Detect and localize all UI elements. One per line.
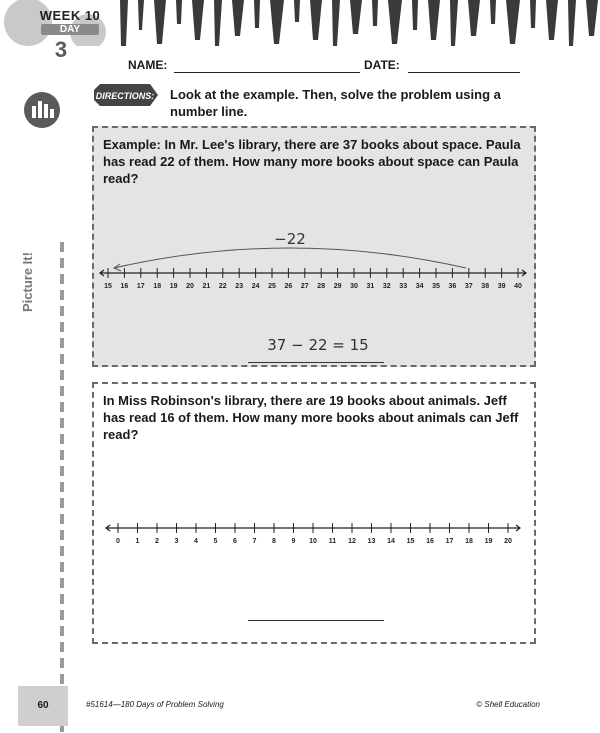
name-date-row [128,58,528,76]
problem-text: In Miss Robinson's library, there are 19 books about animals. Jeff has read 16 of them. How many more books about animals can Jeff read? [103,393,519,442]
directions-tag [94,84,158,106]
page-number: 60 [18,686,68,726]
tick-label: 11 [328,538,337,545]
tick-label: 34 [415,283,424,290]
name-field[interactable] [174,72,360,73]
tick-label: 19 [169,283,178,290]
tick-label: 38 [481,283,490,290]
tick-label: 39 [497,283,506,290]
jump-arc [114,248,466,268]
directions-tag-text: DIRECTIONS: [95,91,155,101]
tick-label: 30 [350,283,358,290]
tick-label: 27 [300,283,309,290]
tick-label: 22 [218,283,227,290]
tick-label: 33 [399,283,408,290]
book-title: #51614—180 Days of Problem Solving [86,700,224,709]
name-label: NAME: [128,58,168,72]
tick-label: 32 [382,283,391,290]
tick-label: 17 [136,283,145,290]
tick-label: 10 [309,538,317,545]
jump-label: −22 [274,230,306,248]
directions-text: Look at the example. Then, solve the problem using a number line. [170,87,501,119]
problem-number-line[interactable] [94,512,534,552]
tick-label: 14 [387,538,395,545]
example-answer-line [248,362,384,363]
tick-label: 13 [367,538,376,545]
tick-label: 8 [272,538,276,545]
tick-label: 7 [252,538,257,545]
example-text [103,136,523,187]
problem-answer-line[interactable] [248,620,384,621]
bar-chart-icon [18,92,66,132]
tick-label: 0 [116,538,120,545]
tick-label: 15 [406,538,415,545]
problem-panel [92,382,536,644]
day-label: DAY [41,24,99,35]
tick-label: 36 [448,283,457,290]
section-label: Picture It! [20,252,35,312]
tick-label: 12 [348,538,356,545]
tick-label: 18 [465,538,473,545]
tick-label: 31 [366,283,375,290]
example-prefix: Example: [103,137,161,152]
tick-label: 5 [213,538,218,545]
date-field[interactable] [408,72,520,73]
tick-label: 23 [235,283,244,290]
week-day-badge [30,8,110,35]
tick-label: 20 [186,283,194,290]
tick-label: 3 [174,538,179,545]
tick-label: 28 [317,283,326,290]
tick-label: 19 [484,538,493,545]
side-band [18,92,66,678]
example-number-line [94,218,534,298]
example-question: In Mr. Lee's library, there are 37 books about space. Paula has read 22 of them. How many more books about space can Paula read? [103,137,521,186]
tick-label: 26 [284,283,293,290]
tick-label: 2 [155,538,159,545]
tick-label: 17 [445,538,454,545]
example-panel [92,126,536,367]
tick-label: 6 [233,538,237,545]
side-dash-rule [60,242,64,733]
week-label: WEEK 10 [39,8,101,23]
tick-label: 24 [251,283,260,290]
tick-label: 40 [514,283,522,290]
tick-label: 25 [268,283,276,290]
date-label: DATE: [364,58,400,72]
tick-label: 29 [333,283,342,290]
tick-label: 16 [426,538,434,545]
tick-label: 9 [291,538,296,545]
page-footer [18,686,600,726]
tick-label: 1 [135,538,140,545]
tick-label: 4 [194,538,198,545]
tick-label: 35 [432,283,440,290]
example-answer-text: 37 − 22 = 15 [267,336,369,354]
tick-label: 15 [104,283,112,290]
tick-label: 16 [120,283,129,290]
tick-label: 18 [153,283,162,290]
publisher: © Shell Education [476,700,540,709]
tick-label: 21 [202,283,211,290]
day-number: 3 [54,37,68,62]
example-answer [248,332,388,358]
tick-label: 37 [464,283,473,290]
tick-label: 20 [504,538,512,545]
